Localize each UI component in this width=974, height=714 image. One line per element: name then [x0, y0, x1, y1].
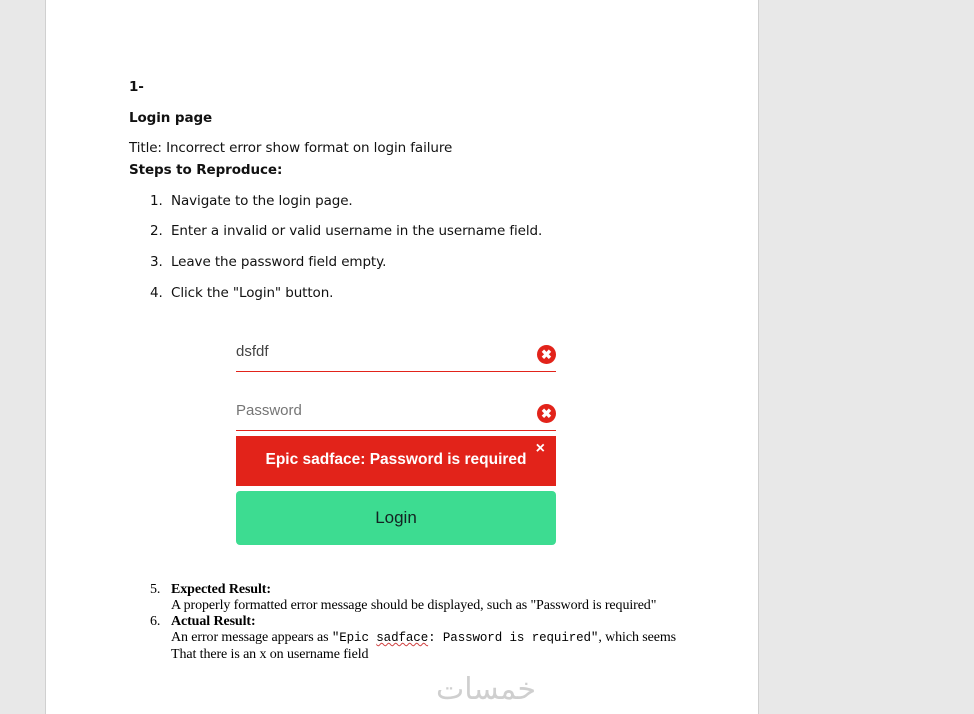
step-text: Navigate to the login page.	[171, 193, 353, 209]
actual-code-open: "Epic	[331, 631, 377, 645]
step-number: 3.	[150, 254, 163, 270]
section-heading: Login page	[129, 110, 213, 126]
password-field	[236, 396, 556, 431]
username-value: dsfdf	[236, 343, 269, 360]
actual-prefix: An error message appears as	[171, 630, 332, 645]
expected-text: A properly formatted error message should be displayed, such as "Password is required"	[171, 598, 657, 613]
actual-code-squiggle: sadface	[376, 631, 429, 645]
actual-text	[171, 630, 676, 646]
watermark-logo: خمسات	[435, 672, 537, 707]
password-error-icon: ✖	[537, 404, 556, 423]
expected-label: Expected Result:	[171, 582, 271, 597]
username-field	[236, 337, 556, 372]
username-error-icon: ✖	[537, 345, 556, 364]
close-icon: ×	[535, 440, 545, 457]
error-message: Epic sadface: Password is required	[265, 451, 527, 468]
actual-suffix: , which seems	[598, 630, 676, 645]
error-banner	[236, 436, 556, 486]
bug-title: Title: Incorrect error show format on login failure	[129, 140, 453, 156]
steps-heading: Steps to Reproduce:	[129, 162, 283, 178]
actual-line-2: That there is an x on username field	[171, 647, 369, 662]
actual-label: Actual Result:	[171, 614, 256, 629]
actual-code-close: : Password is required"	[428, 631, 599, 645]
expected-number: 5.	[150, 582, 161, 597]
step-text: Click the "Login" button.	[171, 285, 334, 301]
actual-number: 6.	[150, 614, 161, 629]
step-number: 4.	[150, 285, 163, 301]
step-text: Enter a invalid or valid username in the username field.	[171, 223, 543, 239]
step-number: 2.	[150, 223, 163, 239]
step-text: Leave the password field empty.	[171, 254, 387, 270]
section-number: 1-	[129, 79, 144, 95]
document-page	[45, 0, 759, 714]
login-button: Login	[236, 491, 556, 545]
step-number: 1.	[150, 193, 163, 209]
password-placeholder: Password	[236, 402, 302, 419]
